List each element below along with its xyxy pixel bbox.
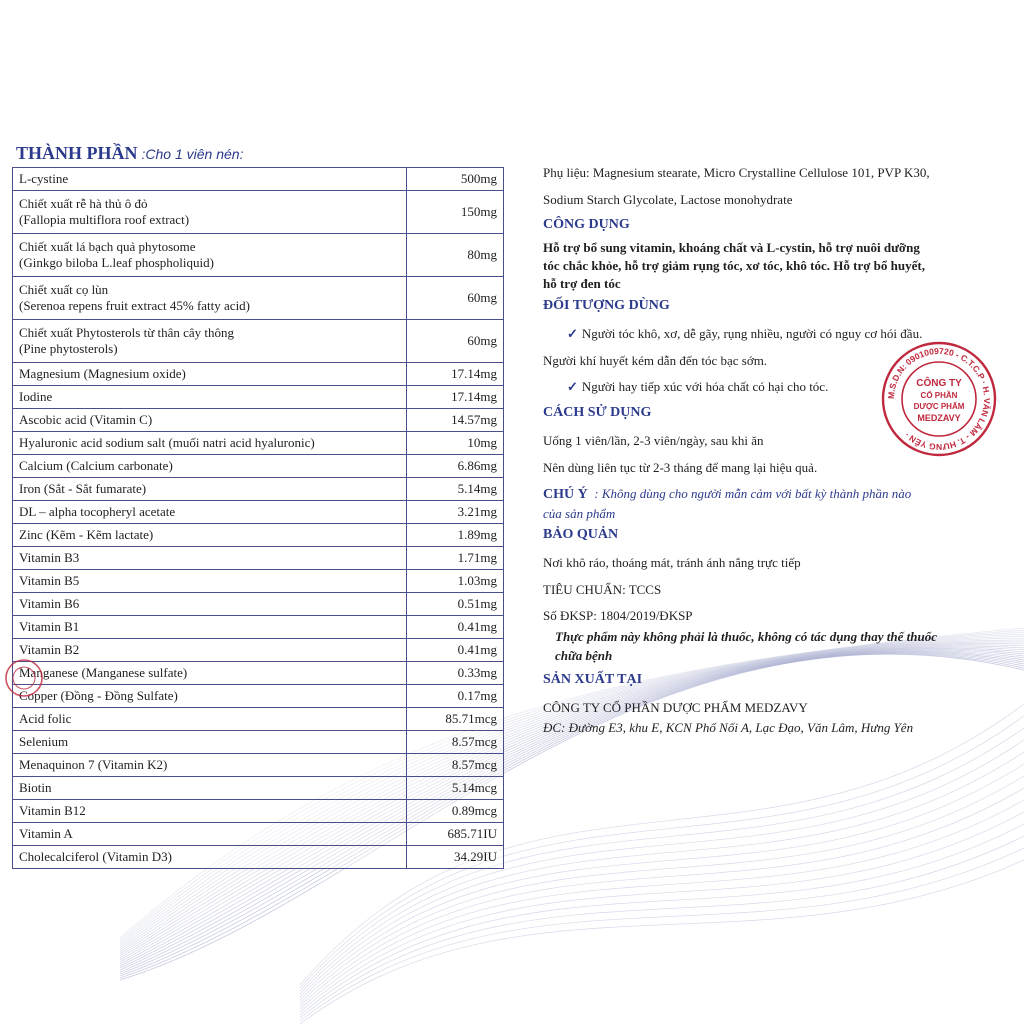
ingredient-row xyxy=(13,455,504,478)
company-seal-stamp xyxy=(880,340,998,458)
ingredient-row xyxy=(13,754,504,777)
uses-heading: CÔNG DỤNG xyxy=(543,217,630,232)
maker-address: ĐC: Đường E3, khu E, KCN Phố Nối A, Lạc Đạo, Văn Lâm, Hưng Yên xyxy=(543,720,914,735)
disclaimer-line-2: chữa bệnh xyxy=(555,648,613,663)
ingredient-row xyxy=(13,685,504,708)
ingredient-row xyxy=(13,363,504,386)
ingredient-amount: 10mg xyxy=(407,432,504,455)
ingredient-name: Vitamin B3 xyxy=(19,550,80,565)
ingredient-row xyxy=(13,846,504,869)
ingredients-title xyxy=(16,143,243,164)
wave-line xyxy=(300,860,1024,1024)
ingredients-title-main: THÀNH PHẦN xyxy=(16,143,138,163)
uses-line-2: tóc chắc khỏe, hỗ trợ giảm rụng tóc, xơ tóc, khô tóc. Hỗ trợ bổ huyết, xyxy=(543,258,925,273)
checkmark-icon: ✓ xyxy=(567,379,578,394)
ingredient-name-cell xyxy=(13,432,407,455)
ingredient-row xyxy=(13,432,504,455)
ingredient-name-cell xyxy=(13,478,407,501)
disclaimer-line-1: Thực phẩm này không phải là thuốc, không có tác dụng thay thế thuốc xyxy=(555,629,937,644)
ingredient-amount: 0.41mg xyxy=(407,616,504,639)
ingredient-latin-name: (Serenoa repens fruit extract 45% fatty acid) xyxy=(19,298,251,313)
ingredient-amount: 0.41mg xyxy=(407,639,504,662)
ingredient-name-cell xyxy=(13,616,407,639)
ingredient-amount: 8.57mcg xyxy=(407,731,504,754)
ingredient-name-cell xyxy=(13,501,407,524)
ingredient-name: DL – alpha tocopheryl acetate xyxy=(19,504,176,519)
ingredient-row xyxy=(13,662,504,685)
usage-line-2: Nên dùng liên tục từ 2-3 tháng để mang lại hiệu quả. xyxy=(543,460,818,475)
registration-line: Số ĐKSP: 1804/2019/ĐKSP xyxy=(543,608,693,623)
ingredient-name: Acid folic xyxy=(19,711,72,726)
ingredient-name-cell xyxy=(13,823,407,846)
excipients-line-2: Sodium Starch Glycolate, Lactose monohydrate xyxy=(543,192,793,207)
ingredient-amount: 3.21mg xyxy=(407,501,504,524)
ingredient-name: Hyaluronic acid sodium salt (muối natri acid hyaluronic) xyxy=(19,435,315,450)
ingredient-name-cell xyxy=(13,639,407,662)
ingredient-row xyxy=(13,501,504,524)
note-text-1: : Không dùng cho người mẫn cảm với bất kỳ thành phần nào xyxy=(594,486,912,501)
note-line-2: của sản phẩm xyxy=(543,506,616,521)
storage-line-1: Nơi khô ráo, thoáng mát, tránh ánh nắng trực tiếp xyxy=(543,555,801,570)
maker-heading: SẢN XUẤT TẠI xyxy=(543,672,643,687)
ingredient-name-cell xyxy=(13,708,407,731)
ingredient-name: Ascobic acid (Vitamin C) xyxy=(19,412,153,427)
ingredient-name: Magnesium (Magnesium oxide) xyxy=(19,366,186,381)
ingredient-name: Calcium (Calcium carbonate) xyxy=(19,458,173,473)
ingredient-name: Manganese (Manganese sulfate) xyxy=(19,665,188,680)
ingredient-row xyxy=(13,800,504,823)
ingredient-row xyxy=(13,277,504,320)
ingredient-name: Chiết xuất Phytosterols từ thân cây thông xyxy=(19,325,235,340)
ingredient-row xyxy=(13,616,504,639)
ingredient-latin-name: (Ginkgo biloba L.leaf phospholiquid) xyxy=(19,255,214,270)
ingredient-amount: 80mg xyxy=(407,234,504,277)
ingredient-amount: 500mg xyxy=(407,168,504,191)
target-text-1: Người tóc khô, xơ, dễ gãy, rụng nhiều, người có nguy cơ hói đầu. xyxy=(581,326,923,341)
ingredient-name: Vitamin B12 xyxy=(19,803,86,818)
ingredient-name-cell xyxy=(13,685,407,708)
ingredient-name-cell xyxy=(13,524,407,547)
ingredient-row xyxy=(13,191,504,234)
ingredient-amount: 5.14mcg xyxy=(407,777,504,800)
stamp-line-1: CÔNG TY xyxy=(916,378,962,389)
excipients-line-1: Phụ liệu: Magnesium stearate, Micro Crystalline Cellulose 101, PVP K30, xyxy=(543,165,930,180)
ingredient-row xyxy=(13,639,504,662)
ingredient-name: Chiết xuất cọ lùn xyxy=(19,282,109,297)
ingredient-name-cell xyxy=(13,234,407,277)
ingredient-amount: 5.14mg xyxy=(407,478,504,501)
ingredient-amount: 1.89mg xyxy=(407,524,504,547)
target-item-3 xyxy=(567,379,828,395)
standard-line: TIÊU CHUẨN: TCCS xyxy=(543,582,662,597)
ingredient-name: Iron (Sắt - Sắt fumarate) xyxy=(19,481,147,496)
ingredient-name-cell xyxy=(13,191,407,234)
target-text-3: Người hay tiếp xúc với hóa chất có hại cho tóc. xyxy=(581,379,829,394)
ingredient-name-cell xyxy=(13,662,407,685)
ingredient-row xyxy=(13,593,504,616)
ingredient-row xyxy=(13,777,504,800)
ingredient-row xyxy=(13,320,504,363)
ingredient-name: Chiết xuất rễ hà thủ ô đỏ xyxy=(19,196,148,211)
ingredient-amount: 6.86mg xyxy=(407,455,504,478)
checkmark-icon: ✓ xyxy=(567,326,578,341)
ingredient-name-cell xyxy=(13,547,407,570)
ingredient-row xyxy=(13,570,504,593)
ingredient-name-cell xyxy=(13,800,407,823)
ingredient-amount: 685.71IU xyxy=(407,823,504,846)
ingredient-row xyxy=(13,478,504,501)
ingredient-name-cell xyxy=(13,277,407,320)
ingredient-amount: 1.71mg xyxy=(407,547,504,570)
ingredient-name-cell xyxy=(13,455,407,478)
partial-seal-stamp xyxy=(4,658,44,698)
ingredient-amount: 17.14mg xyxy=(407,386,504,409)
ingredient-amount: 60mg xyxy=(407,320,504,363)
ingredient-name-cell xyxy=(13,409,407,432)
wave-line xyxy=(300,848,1024,1021)
stamp-line-2: CỔ PHẦN xyxy=(920,391,958,400)
ingredient-name-cell xyxy=(13,846,407,869)
target-item-2: Người khí huyết kém dẫn đến tóc bạc sớm. xyxy=(543,353,768,368)
note-heading: CHÚ Ý xyxy=(543,487,588,502)
usage-line-1: Uống 1 viên/lần, 2-3 viên/ngày, sau khi ăn xyxy=(543,433,764,448)
uses-line-3: hỗ trợ đen tóc xyxy=(543,276,621,291)
storage-heading: BẢO QUẢN xyxy=(543,527,619,542)
ingredient-row xyxy=(13,234,504,277)
ingredient-amount: 150mg xyxy=(407,191,504,234)
ingredient-name: Cholecalciferol (Vitamin D3) xyxy=(19,849,172,864)
stamp-line-4: MEDZAVY xyxy=(917,413,961,423)
usage-heading: CÁCH SỬ DỤNG xyxy=(543,405,652,420)
ingredients-title-sub: :Cho 1 viên nén: xyxy=(141,146,244,162)
stamp-line-3: DƯỢC PHẨM xyxy=(913,402,965,411)
ingredient-row xyxy=(13,168,504,191)
ingredient-name: Vitamin B6 xyxy=(19,596,80,611)
ingredient-row xyxy=(13,547,504,570)
ingredient-amount: 0.17mg xyxy=(407,685,504,708)
ingredient-name: Vitamin B1 xyxy=(19,619,80,634)
ingredient-amount: 1.03mg xyxy=(407,570,504,593)
ingredient-amount: 0.89mcg xyxy=(407,800,504,823)
ingredient-name: Menaquinon 7 (Vitamin K2) xyxy=(19,757,168,772)
ingredient-name-cell xyxy=(13,777,407,800)
ingredient-name: Vitamin B2 xyxy=(19,642,80,657)
ingredient-row xyxy=(13,524,504,547)
ingredient-name-cell xyxy=(13,320,407,363)
ingredient-amount: 34.29IU xyxy=(407,846,504,869)
ingredient-name: L-cystine xyxy=(19,171,69,186)
ingredient-name-cell xyxy=(13,731,407,754)
ingredient-name: Biotin xyxy=(19,780,52,795)
ingredient-name: Vitamin A xyxy=(19,826,73,841)
ingredient-amount: 8.57mcg xyxy=(407,754,504,777)
ingredient-name: Vitamin B5 xyxy=(19,573,80,588)
ingredient-name-cell xyxy=(13,386,407,409)
note-line-1 xyxy=(543,486,911,503)
ingredient-amount: 0.51mg xyxy=(407,593,504,616)
ingredient-name-cell xyxy=(13,754,407,777)
ingredient-amount: 85.71mcg xyxy=(407,708,504,731)
ingredient-name-cell xyxy=(13,363,407,386)
ingredient-row xyxy=(13,823,504,846)
ingredient-name: Selenium xyxy=(19,734,69,749)
ingredient-name-cell xyxy=(13,168,407,191)
ingredient-name: Zinc (Kẽm - Kẽm lactate) xyxy=(19,527,154,542)
ingredient-latin-name: (Fallopia multiflora roof extract) xyxy=(19,212,190,227)
ingredient-amount: 60mg xyxy=(407,277,504,320)
ingredient-row xyxy=(13,708,504,731)
stamp-ring-text: M.S.D.N: 0901009720 - C.T.C.P · H. VĂN LÂM - T. HƯNG YÊN · xyxy=(885,345,993,453)
ingredient-name: Chiết xuất lá bạch quả phytosome xyxy=(19,239,196,254)
ingredient-amount: 17.14mg xyxy=(407,363,504,386)
ingredient-name: Iodine xyxy=(19,389,53,404)
ingredient-name-cell xyxy=(13,593,407,616)
target-item-1 xyxy=(567,326,922,342)
ingredient-amount: 0.33mg xyxy=(407,662,504,685)
ingredient-name: Copper (Đồng - Đồng Sulfate) xyxy=(19,688,178,703)
uses-line-1: Hỗ trợ bổ sung vitamin, khoáng chất và L-cystin, hỗ trợ nuôi dưỡng xyxy=(543,240,920,255)
ingredients-table xyxy=(12,167,504,869)
ingredient-row xyxy=(13,731,504,754)
ingredient-name-cell xyxy=(13,570,407,593)
ingredient-latin-name: (Pine phytosterols) xyxy=(19,341,118,356)
target-heading: ĐỐI TƯỢNG DÙNG xyxy=(543,298,670,313)
maker-name: CÔNG TY CỔ PHẦN DƯỢC PHẨM MEDZAVY xyxy=(543,700,808,715)
ingredient-row xyxy=(13,386,504,409)
ingredient-amount: 14.57mg xyxy=(407,409,504,432)
ingredient-row xyxy=(13,409,504,432)
